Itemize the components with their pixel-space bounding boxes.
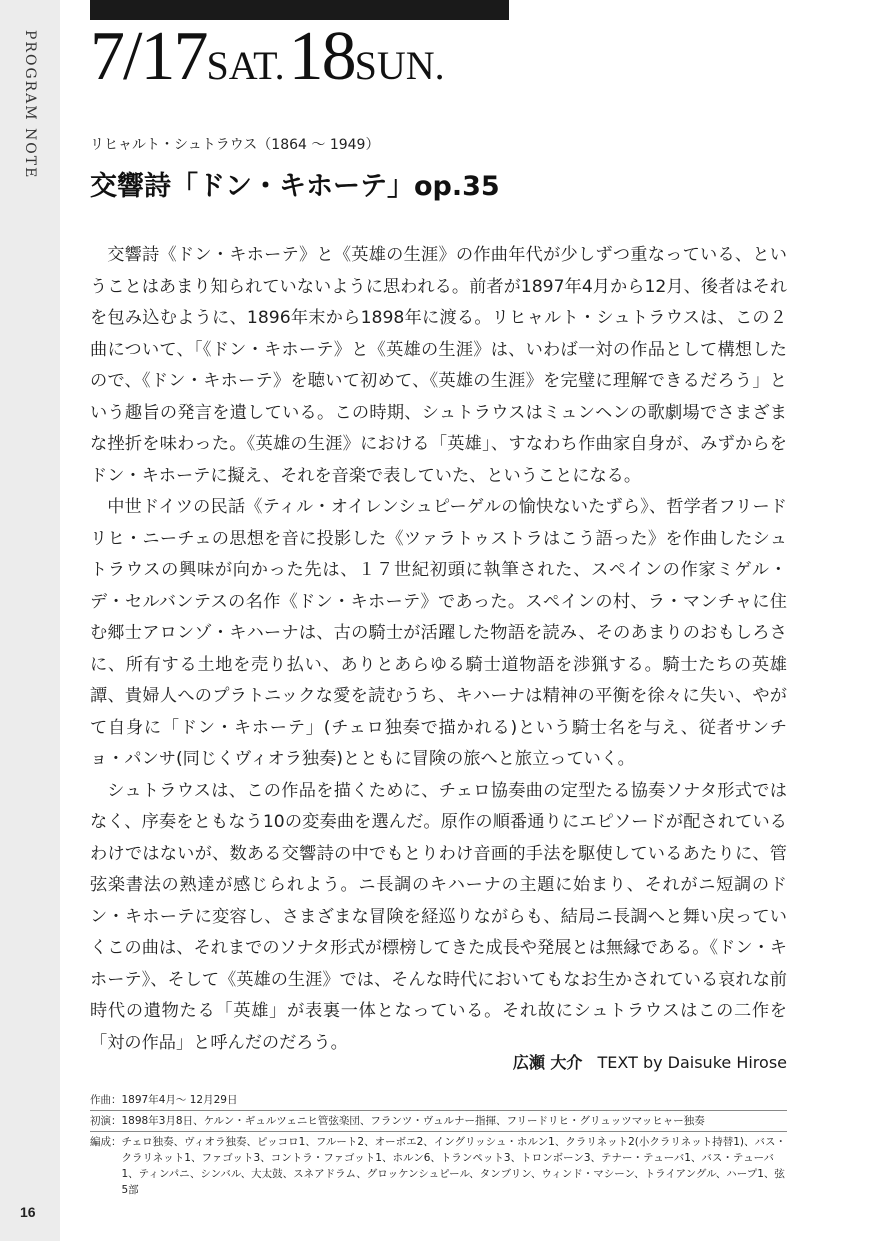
paragraph-1: 交響詩《ドン・キホーテ》と《英雄の生涯》の作曲年代が少しずつ重なっている、ということはあまり知られていないように思われる。前者が1897年4月から12月、後者はそれを包み込むように、1896年末から1898年に渡る。リヒャルト・シュトラウスは、この２曲について、「《ドン・キホーテ》と《英雄の生涯》は、いわば一対の作品として構想したので、《ドン・キホーテ》を聴いて初めて、《英雄の生涯》を完璧に理解できるだろう」という趣旨の発言を遺している。この時期、シュトラウスはミュンヘンの歌劇場でさまざまな挫折を味わった。《英雄の生涯》における「英雄」、すなわち作曲家自身が、みずからをドン・キホーテに擬え、それを音楽で表していた、ということになる。 xyxy=(90,245,787,486)
concert-date xyxy=(90,18,445,95)
date-main-1: 7/17 xyxy=(90,18,207,95)
instrumentation-row: 編成 ： チェロ独奏、ヴィオラ独奏、ピッコロ1、フルート2、オーボエ2、イングリッシュ・ホルン1、クラリネット2(小クラリネット持替1)、バス・クラリネット1、ファゴット3、コントラ・ファゴット1、ホルン6、トランペット3、トロンボーン3、テナー・テューバ1、バス・テューバ1、ティンパニ、シンバル、大太鼓、スネアドラム、グロッケンシュピール、タンブリン、ウィンド・マシーン、トライアングル、ハープ1、弦5部 xyxy=(90,1131,787,1200)
composed-row: 作曲 ： 1897年4月〜 12月29日 xyxy=(90,1090,787,1110)
composed-value: 1897年4月〜 12月29日 xyxy=(121,1094,238,1106)
composed-label: 作曲 xyxy=(90,1094,111,1106)
section-label: PROGRAM NOTE xyxy=(22,30,38,180)
premiere-row: 初演 ： 1898年3月8日、ケルン・ギュルツェニヒ管弦楽団、フランツ・ヴュルナー指揮、フリードリヒ・グリュッツマッヒャー独奏 xyxy=(90,1110,787,1131)
work-title: 交響詩「ドン・キホーテ」op.35 xyxy=(90,171,500,202)
work-details xyxy=(90,1090,787,1200)
composer-name: リヒャルト・シュトラウス（1864 〜 1949） xyxy=(90,137,380,153)
instrumentation-value: チェロ独奏、ヴィオラ独奏、ピッコロ1、フルート2、オーボエ2、イングリッシュ・ホルン1、クラリネット2(小クラリネット持替1)、バス・クラリネット1、ファゴット3、コントラ・ファゴット1、ホルン6、トランペット3、トロンボーン3、テナー・テューバ1、バス・テューバ1、ティンパニ、シンバル、大太鼓、スネアドラム、グロッケンシュピール、タンブリン、ウィンド・マシーン、トライアングル、ハープ1、弦5部 xyxy=(121,1136,786,1196)
sidebar xyxy=(0,0,60,1241)
paragraph-2: 中世ドイツの民話《ティル・オイレンシュピーゲルの愉快ないたずら》、哲学者フリードリヒ・ニーチェの思想を音に投影した《ツァラトゥストラはこう語った》を作曲したシュトラウスの興味が向かった先は、１７世紀初頭に執筆された、スペインの作家ミゲル・デ・セルバンテスの名作《ドン・キホーテ》であった。スペインの村、ラ・マンチャに住む郷士アロンゾ・キハーナは、古の騎士が活躍した物語を読み、そのあまりのおもしろさに、所有する土地を売り払い、ありとあらゆる騎士道物語を渉猟する。騎士たちの英雄譚、貴婦人へのプラトニックな愛を読むうち、キハーナは精神の平衡を徐々に失い、やがて自身に「ドン・キホーテ」(チェロ独奏で描かれる)という騎士名を与え、従者サンチョ・パンサ(同じくヴィオラ独奏)とともに冒険の旅へと旅立っていく。 xyxy=(90,497,787,769)
author-name-jp: 広瀬 大介 xyxy=(512,1053,583,1072)
author-credit-en: TEXT by Daisuke Hirose xyxy=(597,1053,787,1072)
date-day-1: SAT. xyxy=(206,43,285,88)
date-day-2: SUN. xyxy=(354,43,445,88)
premiere-value: 1898年3月8日、ケルン・ギュルツェニヒ管弦楽団、フランツ・ヴュルナー指揮、フリードリヒ・グリュッツマッヒャー独奏 xyxy=(121,1115,705,1127)
instrumentation-label: 編成 xyxy=(90,1136,111,1148)
program-note-body xyxy=(90,240,787,1059)
paragraph-3: シュトラウスは、この作品を描くために、チェロ協奏曲の定型たる協奏ソナタ形式ではなく、序奏をともなう10の変奏曲を選んだ。原作の順番通りにエピソードが配されているわけではないが、数ある交響詩の中でもとりわけ音画的手法を駆使しているあたりに、管弦楽書法の熟達が感じられよう。ニ長調のキハーナの主題に始まり、それがニ短調のドン・キホーテに変容し、さまざまな冒険を経巡りながらも、結局ニ長調へと舞い戻っていくこの曲は、それまでのソナタ形式が標榜してきた成長や発展とは無縁である。《ドン・キホーテ》、そして《英雄の生涯》では、そんな時代においてもなお生かされている哀れな前時代の遺物たる「英雄」が表裏一体となっている。それ故にシュトラウスはこの二作を「対の作品」と呼んだのだろう。 xyxy=(90,780,787,1053)
header-bar xyxy=(90,0,509,20)
page-number: 16 xyxy=(20,1204,36,1220)
date-main-2: 18 xyxy=(288,18,355,95)
author-credit xyxy=(513,1050,787,1073)
premiere-label: 初演 xyxy=(90,1115,111,1127)
